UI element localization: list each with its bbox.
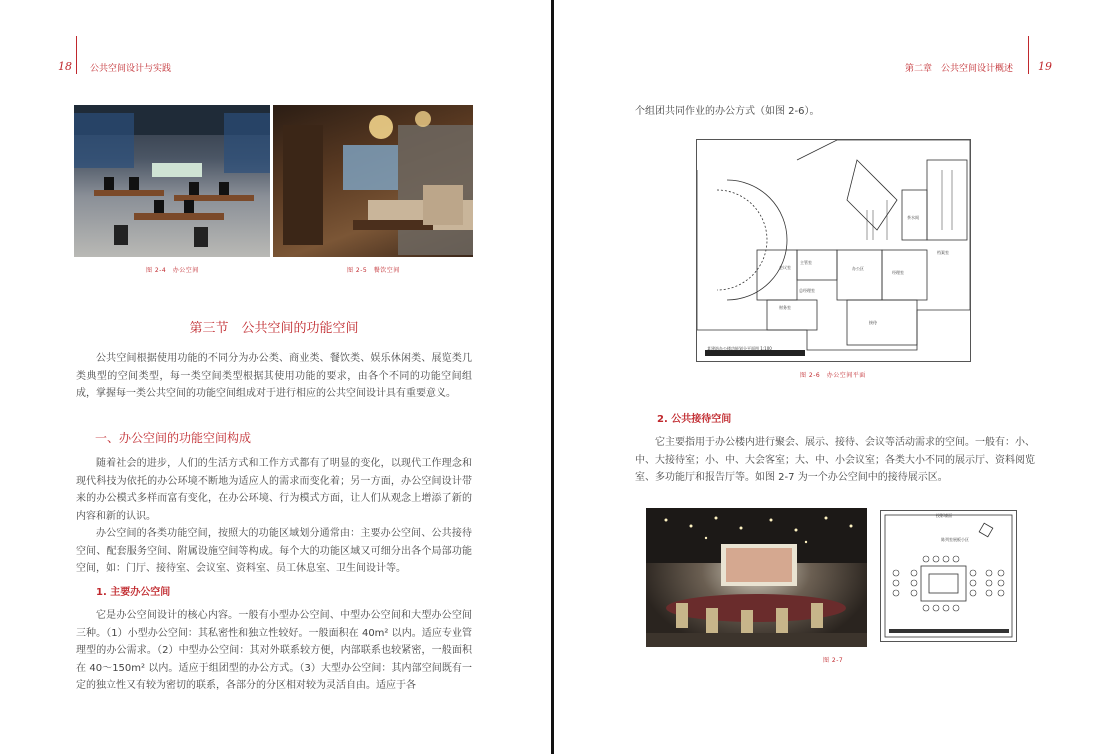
plan-label-gm: 总经理室 (799, 288, 815, 293)
subsection-title: 一、办公空间的功能空间构成 (95, 431, 252, 445)
header-rule (1028, 36, 1029, 74)
plan-label-display: 陈列室展板小区 (941, 537, 969, 542)
figure-2-5-caption: 图 2-5 餐饮空间 (347, 267, 400, 274)
office-floor-plan (696, 139, 971, 362)
section-intro (76, 350, 472, 403)
intro-paragraph: 公共空间根据使用功能的不同分为办公类、商业类、餐饮类、娱乐休闲类、展览类几类典型的空间类型，每一类空间类型根据其使用功能的要求，由各个不同的功能空间组成，掌握每一类公共空间的功能空间组成对于进行相应的公共空间设计具有重要意义。 (76, 353, 472, 399)
paragraph-1: 随着社会的进步，人们的生活方式和工作方式都有了明显的变化，以现代工作理念和现代科技为依托的办公环境不断地为适应人的需求而变化着；另一方面，办公空间设计带来的办公模式多样而富有变化，在办公环境、行为模式方面，让人们从观念上增添了新的内容和新的认识。 (76, 458, 472, 522)
plan-label-pantry: 茶水间 (907, 215, 919, 220)
header-rule (76, 36, 77, 74)
subsection-body (76, 455, 472, 578)
paragraph-2: 办公空间的各类功能空间，按照大的功能区域划分通常由：主要办公空间、公共接待空间、配套服务空间、附属设施空间等构成。每个大的功能区域又可细分出各个局部功能空间，如：门厅、接待室、会议室、资料室、员工休息室、卫生间设计等。 (76, 528, 472, 574)
continuation-text: 个组团共同作业的办公方式（如图 2-6）。 (635, 106, 820, 117)
plan-label-manager: 经理室 (892, 270, 904, 275)
item-1-text: 它是办公空间设计的核心内容。一般有小型办公空间、中型办公空间和大型办公空间三种。（1）小型办公空间：其私密性和独立性较好。一般面积在 40m² 以内。适应专业管理型的办公需求。（2）中型办公空间：其对外联系较方便，内部联系也较紧密，一般面积在 40～150m² 以内。适应于组团型的办公方式。（3）大型办公空间：其内部空间既有一定的独立性又有较为密切的联系，各部分的分区相对较为灵活自由。适应于各 (76, 610, 472, 691)
page-number: 19 (1038, 60, 1052, 73)
page-number: 18 (58, 60, 72, 73)
office-photo (74, 105, 270, 257)
item-1-title: 1. 主要办公空间 (96, 587, 171, 598)
dining-photo (273, 105, 473, 257)
plan-label-supervisor: 主管室 (800, 260, 812, 265)
plan-note: 某建筑办公楼功能划分平面图 1:100 (707, 346, 772, 351)
item-2-body (635, 434, 1035, 487)
figure-2-7-caption: 图 2-7 (823, 657, 844, 664)
running-header: 公共空间设计与实践 (90, 64, 172, 74)
plan-label-projection: 投影墙面 (936, 513, 952, 518)
figure-2-4-caption: 图 2-4 办公空间 (146, 267, 199, 274)
running-header: 第二章 公共空间设计概述 (905, 64, 1014, 74)
item-1-body (76, 607, 472, 695)
plan-label-office: 办公区 (852, 266, 864, 271)
section-title: 第三节 公共空间的功能空间 (189, 321, 359, 336)
meeting-room-photo (646, 508, 867, 647)
plan-label-meeting: 会议室 (779, 265, 791, 270)
plan-label-finance: 财务室 (779, 305, 791, 310)
item-2-text: 它主要指用于办公楼内进行聚会、展示、接待、会议等活动需求的空间。一般有：小、中、大接待室；小、中、大会客室；大、中、小会议室；各类大小不同的展示厅、资料阅览室、多功能厅和报告厅等。如图 2-7 为一个办公空间中的接待展示区。 (635, 437, 1035, 483)
reception-plan (880, 510, 1017, 642)
plan-label-archive: 档案室 (937, 250, 949, 255)
plan-label-reception: 接待 (869, 320, 877, 325)
item-2-title: 2. 公共接待空间 (657, 414, 732, 425)
figure-2-6-caption: 图 2-6 办公空间平面 (800, 372, 866, 379)
